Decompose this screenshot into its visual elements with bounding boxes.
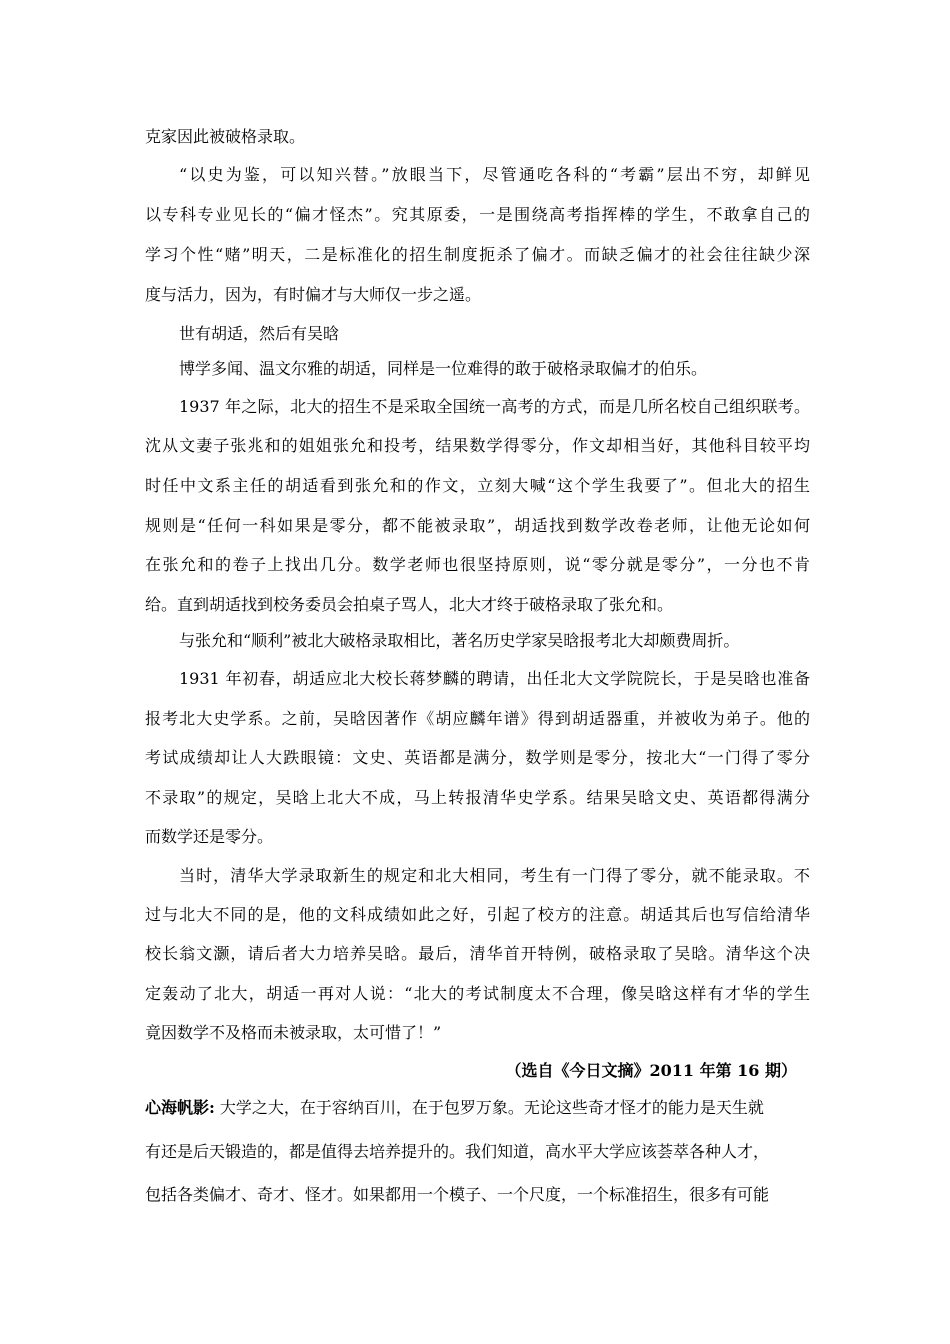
paragraph-line: 而数学还是零分。 (145, 827, 274, 846)
paragraph-line: 规则是“任何一科如果是零分，都不能被录取”，胡适找到数学改卷老师，让他无论如何 (145, 516, 810, 535)
reflection-text: 大学之大，在于容纳百川，在于包罗万象。无论这些奇才怪才的能力是天生就 (219, 1098, 764, 1117)
reflection-label: 心海帆影 (145, 1098, 210, 1117)
section-heading: 世有胡适，然后有吴晗 (179, 324, 340, 343)
paragraph-line: 度与活力，因为，有时偏才与大师仅一步之遥。 (145, 285, 482, 304)
paragraph-line: 定轰动了北大，胡适一再对人说：“北大的考试制度太不合理，像吴晗这样有才华的学生 (145, 984, 810, 1003)
reflection-colon: : (209, 1098, 215, 1117)
paragraph-line: 考试成绩却让人大跌眼镜：文史、英语都是满分，数学则是零分，按北大“一门得了零分 (145, 748, 810, 767)
paragraph-line: 报考北大史学系。之前，吴晗因著作《胡应麟年谱》得到胡适器重，并被收为弟子。他的 (145, 709, 810, 728)
reflection-line: 包括各类偏才、奇才、怪才。如果都用一个模子、一个尺度，一个标准招生，很多有可能 (145, 1185, 770, 1204)
paragraph-line: 1931 年初春，胡适应北大校长蒋梦麟的聘请，出任北大文学院院长，于是吴晗也准备 (179, 669, 810, 688)
paragraph-line: 学习个性“赌”明天，二是标准化的招生制度扼杀了偏才。而缺乏偏才的社会往往缺少深 (145, 245, 810, 264)
paragraph-line: 给。直到胡适找到校务委员会拍桌子骂人，北大才终于破格录取了张允和。 (145, 595, 674, 614)
paragraph-line: “以史为鉴，可以知兴替。”放眼当下，尽管通吃各科的“考霸”层出不穷，却鲜见 (179, 165, 810, 184)
paragraph-line: 校长翁文灏，请后者大力培养吴晗。最后，清华首开特例，破格录取了吴晗。清华这个决 (145, 944, 810, 963)
paragraph-line: 博学多闻、温文尔雅的胡适，同样是一位难得的敢于破格录取偏才的伯乐。 (179, 359, 708, 378)
paragraph-line: 与张允和“顺利”被北大破格录取相比，著名历史学家吴晗报考北大却颇费周折。 (179, 631, 740, 650)
source-citation: （选自《今日文摘》2011 年第 16 期） (505, 1061, 797, 1080)
paragraph-line: 竟因数学不及格而未被录取，太可惜了！” (145, 1023, 442, 1042)
paragraph-line: 1937 年之际，北大的招生不是采取全国统一高考的方式，而是几所名校自己组织联考。 (179, 397, 810, 416)
paragraph-line: 时任中文系主任的胡适看到张允和的作文，立刻大喊“这个学生我要了”。但北大的招生 (145, 476, 810, 495)
reflection-first-line (145, 1095, 810, 1121)
paragraph-line: 克家因此被破格录取。 (145, 127, 306, 146)
paragraph-line: 以专科专业见长的“偏才怪杰”。究其原委，一是围绕高考指挥棒的学生，不敢拿自己的 (145, 205, 810, 224)
paragraph-line: 在张允和的卷子上找出几分。数学老师也很坚持原则，说“零分就是零分”，一分也不肯 (145, 555, 810, 574)
paragraph-line: 沈从文妻子张兆和的姐姐张允和投考，结果数学得零分，作文却相当好，其他科目较平均 (145, 436, 810, 455)
reflection-line: 有还是后天锻造的，都是值得去培养提升的。我们知道，高水平大学应该荟萃各种人才， (145, 1142, 770, 1161)
paragraph-line: 当时，清华大学录取新生的规定和北大相同，考生有一门得了零分，就不能录取。不 (179, 866, 810, 885)
paragraph-line: 不录取”的规定，吴晗上北大不成，马上转报清华史学系。结果吴晗文史、英语都得满分 (145, 788, 810, 807)
paragraph-line: 过与北大不同的是，他的文科成绩如此之好，引起了校方的注意。胡适其后也写信给清华 (145, 905, 810, 924)
